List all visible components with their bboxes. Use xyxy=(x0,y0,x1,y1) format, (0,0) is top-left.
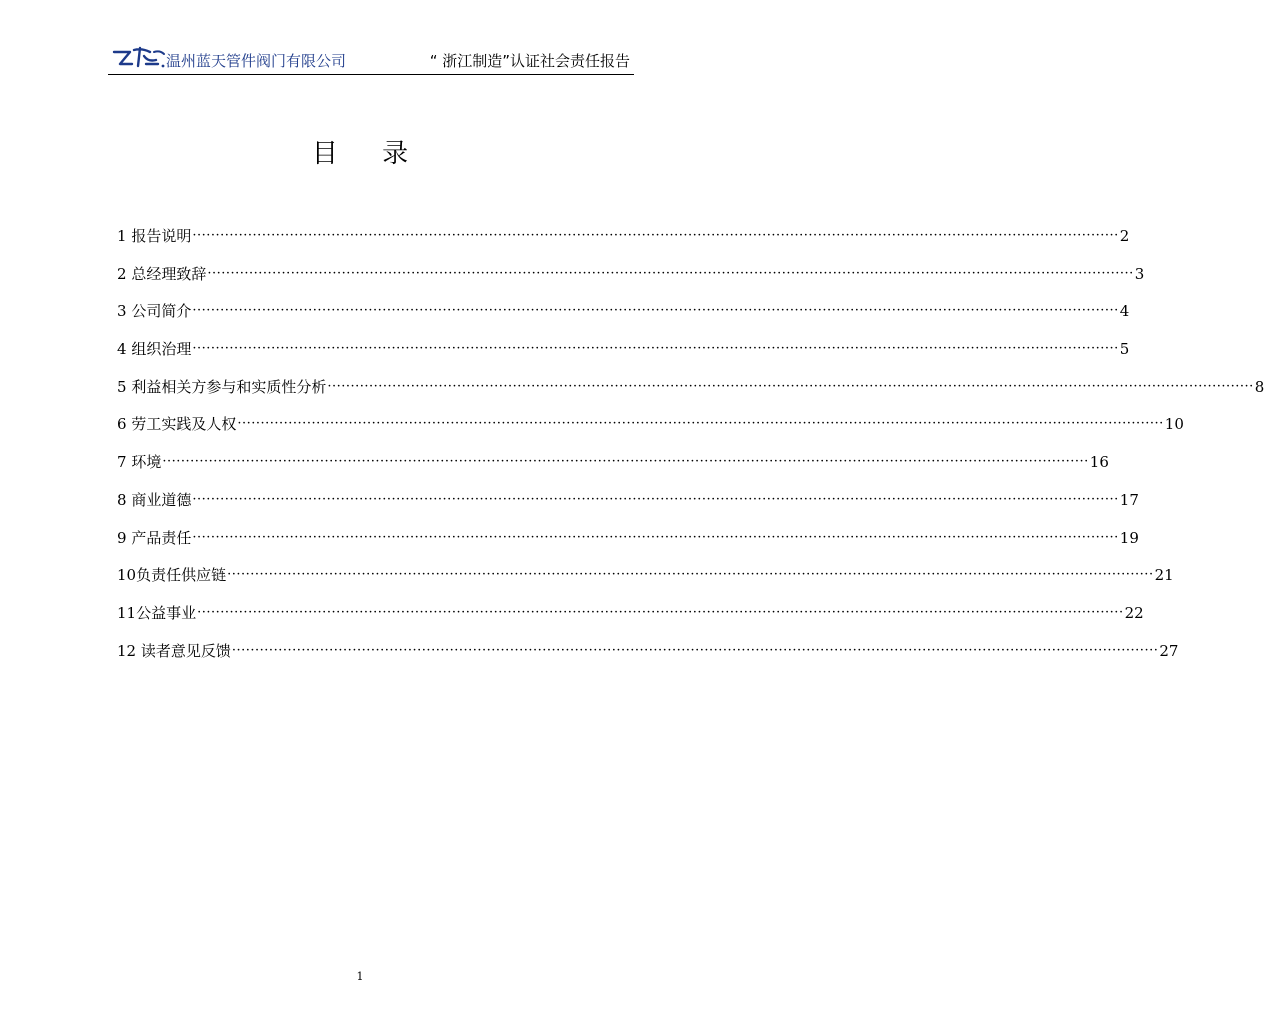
toc-entry-page: 27 xyxy=(1159,641,1179,660)
toc-entry[interactable] xyxy=(117,564,1174,602)
toc-entry-page: 10 xyxy=(1164,415,1184,434)
company-name: 温州蓝天管件阀门有限公司 xyxy=(166,52,347,70)
table-of-contents xyxy=(117,225,1264,677)
page-header xyxy=(108,40,634,75)
toc-dot-leader: ········································································································································································································ xyxy=(197,604,1124,620)
toc-entry-number: 11 xyxy=(117,603,137,622)
toc-entry[interactable] xyxy=(117,300,1130,338)
toc-entry-label: 报告说明 xyxy=(131,227,192,245)
toc-dot-leader: ········································································································································································································ xyxy=(192,228,1119,243)
toc-entry-number: 10 xyxy=(117,566,137,585)
toc-entry-number: 5 xyxy=(117,377,132,396)
toc-title: 目 录 xyxy=(311,139,427,169)
toc-entry-label: 商业道德 xyxy=(131,490,192,509)
toc-entry-page: 17 xyxy=(1119,490,1139,509)
toc-dot-leader: ········································································································································································································ xyxy=(192,303,1119,319)
toc-entry-page: 8 xyxy=(1254,377,1264,396)
toc-entry-number: 6 xyxy=(117,415,132,434)
toc-dot-leader: ········································································································································································································ xyxy=(227,567,1154,583)
toc-entry-page: 21 xyxy=(1154,566,1174,585)
toc-entry-page: 22 xyxy=(1124,603,1144,622)
report-name: “ 浙江制造”认证社会责任报告 xyxy=(429,52,630,70)
toc-entry-label: 读者意见反馈 xyxy=(140,641,231,660)
toc-entry-number: 3 xyxy=(117,302,132,321)
toc-dot-leader: ········································································································································································································ xyxy=(162,454,1089,470)
toc-entry-label: 公司简介 xyxy=(131,302,192,321)
page-number: 1 xyxy=(356,970,364,983)
toc-entry-label: 劳工实践及人权 xyxy=(131,415,237,434)
toc-entry-page: 3 xyxy=(1134,264,1145,283)
toc-entry-label: 负责任供应链 xyxy=(136,566,227,585)
toc-entry[interactable] xyxy=(117,527,1139,565)
company-logo-icon xyxy=(110,44,168,70)
toc-entry[interactable] xyxy=(117,338,1130,376)
toc-entry[interactable] xyxy=(117,263,1145,301)
toc-entry-number: 9 xyxy=(117,528,132,547)
toc-entry-label: 环境 xyxy=(131,453,162,472)
toc-entry-number: 7 xyxy=(117,453,132,472)
toc-entry[interactable] xyxy=(117,376,1264,414)
toc-entry-label: 公益事业 xyxy=(136,603,197,622)
toc-entry-number: 2 xyxy=(117,264,132,283)
toc-entry-label: 总经理致辞 xyxy=(131,264,207,283)
toc-entry-number: 8 xyxy=(117,490,132,509)
toc-entry-page: 2 xyxy=(1119,227,1130,245)
toc-entry[interactable] xyxy=(117,602,1144,640)
toc-dot-leader: ········································································································································································································ xyxy=(192,341,1119,357)
toc-dot-leader: ········································································································································································································ xyxy=(192,491,1119,507)
toc-entry-label: 产品责任 xyxy=(131,528,192,547)
toc-dot-leader: ········································································································································································································ xyxy=(237,416,1164,432)
toc-entry[interactable] xyxy=(117,413,1184,451)
toc-entry[interactable] xyxy=(117,640,1179,678)
toc-dot-leader: ········································································································································································································ xyxy=(327,378,1254,394)
toc-entry-page: 16 xyxy=(1089,453,1109,472)
toc-entry[interactable] xyxy=(117,451,1109,489)
toc-entry-page: 4 xyxy=(1119,302,1130,321)
toc-entry-number: 1 xyxy=(117,227,132,245)
toc-dot-leader: ········································································································································································································ xyxy=(207,265,1134,281)
toc-entry-label: 利益相关方参与和实质性分析 xyxy=(131,377,327,396)
toc-entry[interactable] xyxy=(117,225,1130,263)
toc-entry-page: 19 xyxy=(1119,528,1139,547)
toc-dot-leader: ········································································································································································································ xyxy=(192,529,1119,545)
toc-entry-number: 4 xyxy=(117,340,132,359)
toc-entry-page: 5 xyxy=(1119,340,1130,359)
toc-entry-label: 组织治理 xyxy=(131,340,192,359)
toc-entry[interactable] xyxy=(117,489,1139,527)
toc-entry-number: 12 xyxy=(117,641,141,660)
toc-dot-leader: ········································································································································································································ xyxy=(231,642,1159,658)
